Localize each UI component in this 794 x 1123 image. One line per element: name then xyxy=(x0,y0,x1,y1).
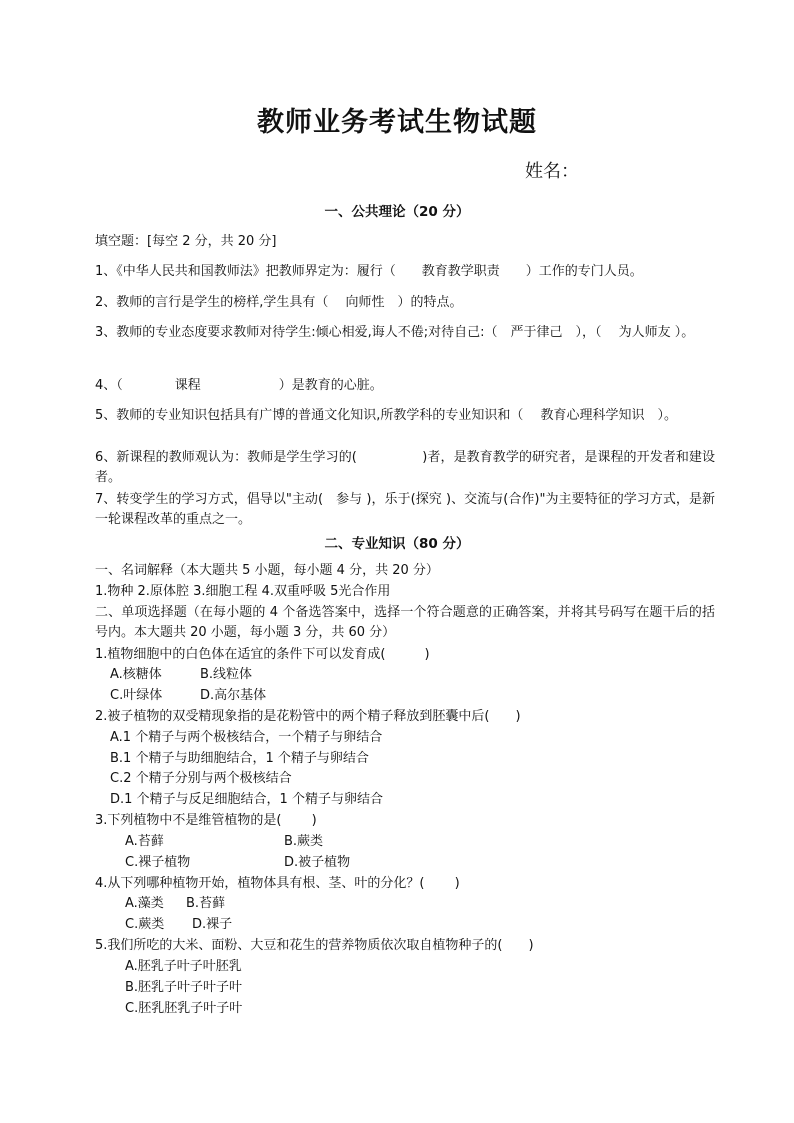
part1-heading: 一、名词解释（本大题共 5 小题，每小题 4 分，共 20 分） xyxy=(95,563,439,578)
mc-q2-option-d: D.1 个精子与反足细胞结合，1 个精子与卵结合 xyxy=(110,792,383,807)
part1-terms: 1.物种 2.原体腔 3.细胞工程 4.双重呼吸 5光合作用 xyxy=(95,584,391,599)
mc-question-1: 1.植物细胞中的白色体在适宜的条件下可以发育成( ) xyxy=(95,647,430,662)
section-heading-professional: 二、专业知识（80 分） xyxy=(324,536,470,552)
mc-question-4: 4.从下列哪种植物开始，植物体具有根、茎、叶的分化？( ) xyxy=(95,876,460,891)
question-2: 2、教师的言行是学生的榜样,学生具有（ 向师性 ）的特点。 xyxy=(95,295,463,310)
mc-q1-option-b: B.线粒体 xyxy=(200,667,253,682)
mc-q1-option-c: C.叶绿体 xyxy=(110,688,163,703)
mc-q2-option-b: B.1 个精子与助细胞结合，1 个精子与卵结合 xyxy=(110,751,369,766)
question-1: 1、《中华人民共和国教师法》把教师界定为：履行（ 教育教学职责 ）工作的专门人员。 xyxy=(95,264,643,279)
question-7: 7、转变学生的学习方式，倡导以"主动( 参与 )，乐于(探究 )、交流与(合作)"为主要特征的学习方式，是新一轮课程改革的重点之一。 xyxy=(95,492,715,527)
mc-q4-option-b: B.苔藓 xyxy=(186,896,226,911)
mc-q5-option-a: A.胚乳子叶子叶胚乳 xyxy=(125,959,242,974)
question-3: 3、教师的专业态度要求教师对待学生:倾心相爱,诲人不倦;对待自己:（ 严于律己 ），（ 为人师友 ）。 xyxy=(95,325,695,340)
fill-blank-intro: 填空题：[每空 2 分，共 20 分] xyxy=(95,234,277,249)
name-label: 姓名： xyxy=(525,161,579,182)
mc-question-5: 5.我们所吃的大米、面粉、大豆和花生的营养物质依次取自植物种子的( ) xyxy=(95,938,534,953)
mc-question-2: 2.被子植物的双受精现象指的是花粉管中的两个精子释放到胚囊中后( ) xyxy=(95,709,521,724)
mc-q5-option-c: C.胚乳胚乳子叶子叶 xyxy=(125,1001,243,1016)
mc-q1-option-a: A.核糖体 xyxy=(110,667,162,682)
part2-heading: 二、单项选择题（在每小题的 4 个备选答案中，选择一个符合题意的正确答案，并将其号码写在题干后的括号内。本大题共 20 小题，每小题 3 分，共 60 分） xyxy=(95,605,715,640)
question-4: 4、（ 课程 ）是教育的心脏。 xyxy=(95,378,383,393)
mc-q3-option-c: C.裸子植物 xyxy=(125,855,191,870)
mc-q3-option-a: A.苔藓 xyxy=(125,834,164,849)
mc-q3-option-b: B.蕨类 xyxy=(284,834,324,849)
mc-q5-option-b: B.胚乳子叶子叶子叶 xyxy=(125,980,243,995)
mc-q4-option-c: C.蕨类 xyxy=(125,917,165,932)
question-6: 6、新课程的教师观认为：教师是学生学习的( )者，是教育教学的研究者，是课程的开发者和建设者。 xyxy=(95,450,715,485)
mc-q1-option-d: D.高尔基体 xyxy=(200,688,267,703)
mc-q4-option-d: D.裸子 xyxy=(192,917,233,932)
section-heading-theory: 一、公共理论（20 分） xyxy=(324,204,470,220)
mc-q4-option-a: A.藻类 xyxy=(125,896,164,911)
mc-question-3: 3.下列植物中不是维管植物的是( ) xyxy=(95,813,317,828)
mc-q3-option-d: D.被子植物 xyxy=(284,855,351,870)
mc-q2-option-c: C.2 个精子分别与两个极核结合 xyxy=(110,771,292,786)
page-title: 教师业务考试生物试题 xyxy=(257,107,537,138)
mc-q2-option-a: A.1 个精子与两个极核结合，一个精子与卵结合 xyxy=(110,730,383,745)
question-5: 5、教师的专业知识包括具有广博的普通文化知识,所教学科的专业知识和（ 教育心理科学知识 ）。 xyxy=(95,408,678,423)
